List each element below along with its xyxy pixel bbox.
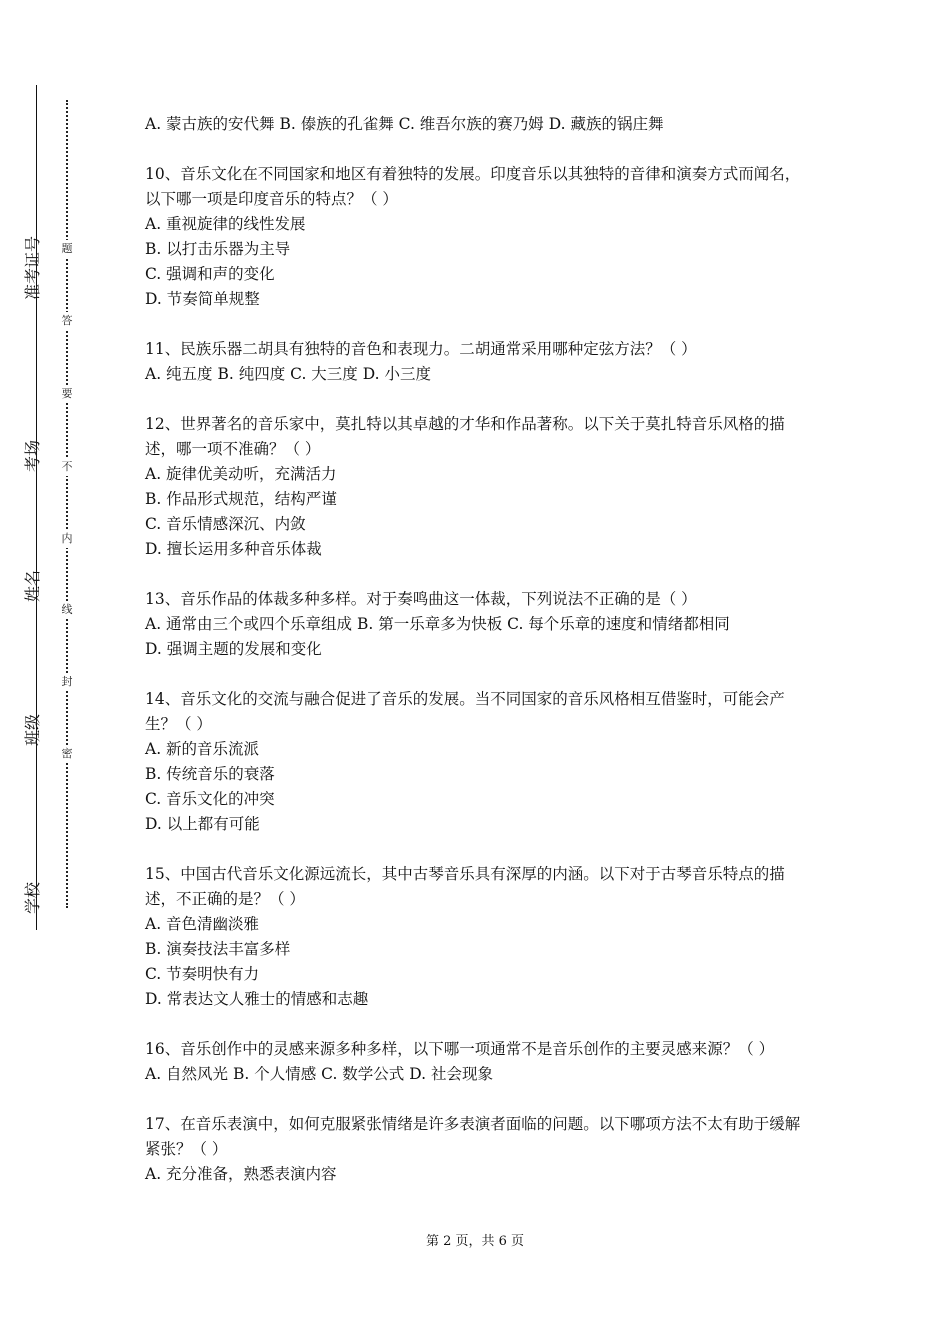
option-a: A. 旋律优美动听，充满活力	[145, 465, 337, 483]
seal-char: 封	[59, 673, 75, 691]
option-c: C. 节奏明快有力	[145, 965, 260, 983]
option-line: A. 纯五度 B. 纯四度 C. 大三度 D. 小三度	[145, 365, 431, 383]
student-name-label: 姓名	[23, 570, 42, 603]
question-9-continued	[145, 112, 810, 137]
question-stem: 13、音乐作品的体裁多种多样。对于奏鸣曲这一体裁，下列说法不正确的是（ ）	[145, 590, 697, 608]
option-a: A. 新的音乐流派	[145, 740, 260, 758]
question-13	[145, 587, 810, 662]
option-d: D. 节奏简单规整	[145, 290, 260, 308]
option-c: C. 音乐情感深沉、内敛	[145, 515, 306, 533]
question-list	[145, 112, 810, 1212]
question-16	[145, 1037, 810, 1087]
seal-char: 密	[59, 745, 75, 763]
option-line: A. 通常由三个或四个乐章组成 B. 第一乐章多为快板 C. 每个乐章的速度和情绪都相同	[145, 615, 730, 633]
question-11	[145, 337, 810, 387]
question-10	[145, 162, 810, 312]
question-17	[145, 1112, 810, 1187]
seal-char: 内	[59, 530, 75, 548]
question-stem: 11、民族乐器二胡具有独特的音色和表现力。二胡通常采用哪种定弦方法？（ ）	[145, 340, 697, 358]
option-b: B. 以打击乐器为主导	[145, 240, 291, 258]
option-a: A. 音色清幽淡雅	[145, 915, 260, 933]
question-stem: 15、中国古代音乐文化源远流长，其中古琴音乐具有深厚的内涵。以下对于古琴音乐特点的描述，不正确的是？（ ）	[145, 865, 785, 908]
seal-char: 题	[59, 240, 75, 258]
option-c: C. 强调和声的变化	[145, 265, 275, 283]
question-15	[145, 862, 810, 1012]
option-d: D. 擅长运用多种音乐体裁	[145, 540, 322, 558]
option-b: B. 演奏技法丰富多样	[145, 940, 291, 958]
question-stem: 16、音乐创作中的灵感来源多种多样，以下哪一项通常不是音乐创作的主要灵感来源？（ ）	[145, 1040, 775, 1058]
seal-dotted-line	[66, 100, 68, 908]
question-stem: 10、音乐文化在不同国家和地区有着独特的发展。印度音乐以其独特的音律和演奏方式而闻名，以下哪一项是印度音乐的特点？（ ）	[145, 165, 801, 208]
school-label: 学校	[23, 882, 42, 915]
class-label: 班级	[23, 714, 42, 747]
option-d: D. 常表达文人雅士的情感和志趣	[145, 990, 369, 1008]
seal-char: 要	[59, 385, 75, 403]
question-14	[145, 687, 810, 837]
question-stem: 14、音乐文化的交流与融合促进了音乐的发展。当不同国家的音乐风格相互借鉴时，可能会产生？（ ）	[145, 690, 785, 733]
question-12	[145, 412, 810, 562]
exam-room-label: 考场	[23, 440, 42, 473]
question-stem: 12、世界著名的音乐家中，莫扎特以其卓越的才华和作品著称。以下关于莫扎特音乐风格的描述，哪一项不准确？（ ）	[145, 415, 785, 458]
option-b: B. 作品形式规范，结构严谨	[145, 490, 337, 508]
option-line: A. 蒙古族的安代舞 B. 傣族的孔雀舞 C. 维吾尔族的赛乃姆 D. 藏族的锅庄舞	[145, 115, 664, 133]
seal-char: 答	[59, 312, 75, 330]
option-line: A. 自然风光 B. 个人情感 C. 数学公式 D. 社会现象	[145, 1065, 493, 1083]
option-c: C. 音乐文化的冲突	[145, 790, 275, 808]
option-d: D. 以上都有可能	[145, 815, 260, 833]
seal-char: 线	[59, 601, 75, 619]
exam-id-label: 准考证号	[23, 236, 42, 301]
option-a: A. 重视旋律的线性发展	[145, 215, 306, 233]
question-stem: 17、在音乐表演中，如何克服紧张情绪是许多表演者面临的问题。以下哪项方法不太有助于缓解紧张？（ ）	[145, 1115, 801, 1158]
option-b: B. 传统音乐的衰落	[145, 765, 275, 783]
option-d: D. 强调主题的发展和变化	[145, 640, 322, 658]
option-a: A. 充分准备，熟悉表演内容	[145, 1165, 337, 1183]
seal-char: 不	[59, 458, 75, 476]
page-footer: 第 2 页，共 6 页	[425, 1234, 525, 1249]
fill-in-line	[36, 85, 37, 930]
binding-margin	[0, 0, 140, 1344]
